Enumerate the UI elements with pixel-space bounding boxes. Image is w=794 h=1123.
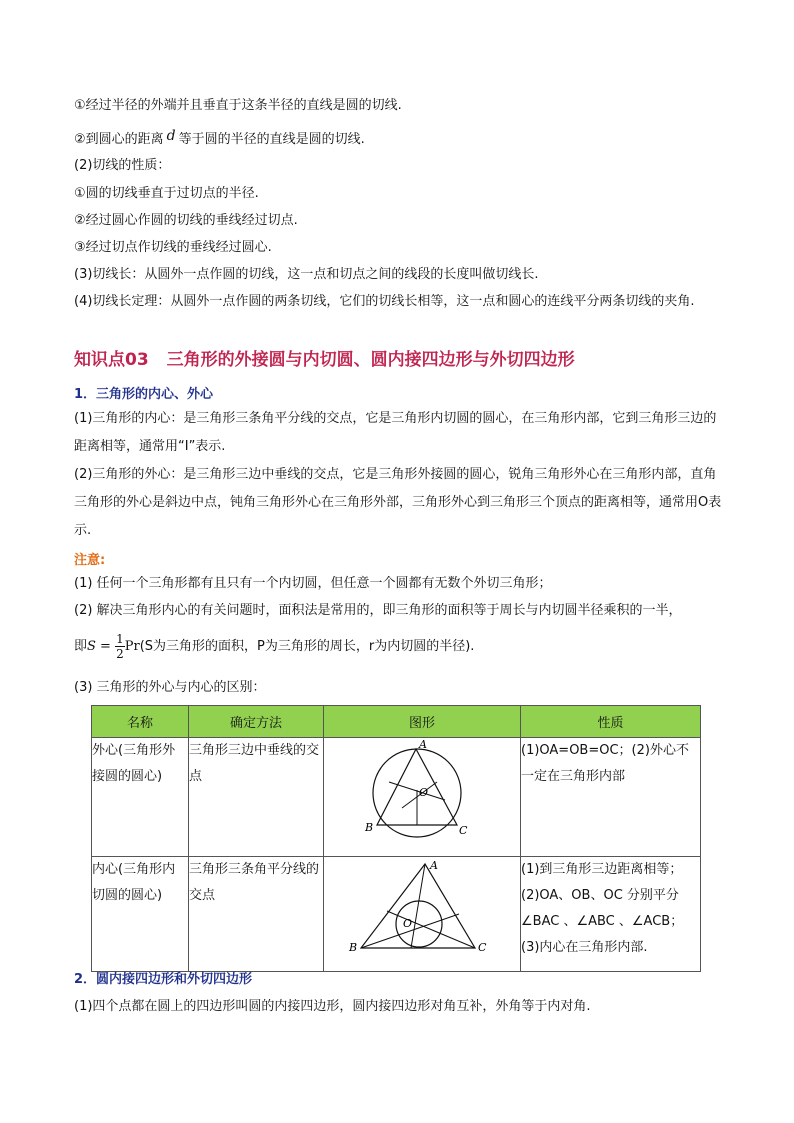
circumcircle-figure [324,738,521,857]
table-header: 名称 [92,706,189,738]
table-cell-name: 外心(三角形外接圆的圆心) [92,738,189,857]
inscribed-quadrilateral-definition: (1)四个点都在圆上的四边形叫圆的内接四边形，圆内接四边形对角互补，外角等于内对角. [74,999,591,1014]
formula-rhs: Pr [124,639,140,654]
table-cell-method: 三角形三边中垂线的交点 [189,738,324,857]
circumcenter-definition: (2)三角形的外心：是三角形三边中垂线的交点，它是三角形外接圆的圆心，锐角三角形外心在三角形内部，直角三角形的外心是斜边中点，钝角三角形外心在三角形外部，三角形外心到三角形三个顶点的距离相等，通常用O表示. [74,467,722,538]
circumcircle-diagram [357,738,487,846]
tangent-property-2: ②经过圆心作圆的切线的垂线经过切点. [74,213,298,228]
table-cell-method: 三角形三条角平分线的交点 [189,857,324,972]
note-2-formula-line: 即S = $\frac{1}{2}$ Pr(S为三角形的面积，P为三角形的周长，r为内切圆的半径). [74,632,475,661]
tangent-properties-heading: (2)切线的性质： [74,158,171,173]
tangent-length-definition: (3)切线长：从圆外一点作圆的切线，这一点和切点之间的线段的长度叫做切线长. [74,267,539,282]
vertex-label-c: C [459,824,468,837]
section1-title: 1．三角形的内心、外心 [74,387,214,402]
note-2: (2) 解决三角形内心的有关问题时，面积法是常用的，即三角形的面积等于周长与内切圆半径乘积的一半， [74,603,682,618]
tangent-property-1: ①圆的切线垂直于过切点的半径. [74,186,259,201]
center-comparison-table [91,705,701,972]
incircle-diagram [347,859,497,959]
table-header: 性质 [521,706,701,738]
table-cell-name: 内心(三角形内切圆的圆心) [92,857,189,972]
center-label-o: O [403,917,413,930]
note-1: (1) 任何一个三角形都有且只有一个内切圆，但任意一个圆都有无数个外切三角形； [74,576,552,591]
tangent-criterion-1: ①经过半径的外端并且垂直于这条半径的直线是圆的切线. [74,98,402,113]
formula-lhs: S = [87,639,111,654]
tangent-criterion-2: ②到圆心的距离 d 等于圆的半径的直线是圆的切线. [74,128,365,147]
section2-title: 2．圆内接四边形和外切四边形 [74,972,253,987]
center-label-o: O [419,786,429,799]
vertex-label-a: A [419,738,427,751]
note-label: 注意: [74,553,106,568]
tangent-property-3: ③经过切点作切线的垂线经过圆心. [74,240,272,255]
vertex-label-c: C [478,941,487,954]
table-cell-property: (1)OA=OB=OC；(2)外心不一定在三角形内部 [521,738,701,857]
table-header: 图形 [324,706,521,738]
formula-fraction: $\frac{1}{2}$ [116,632,124,661]
vertex-label-b: B [349,941,358,954]
incircle-figure [324,857,521,972]
table-row [92,738,701,857]
vertex-label-b: B [365,821,374,834]
table-header: 确定方法 [189,706,324,738]
table-row [92,857,701,972]
tangent-length-theorem: (4)切线长定理：从圆外一点作圆的两条切线，它们的切线长相等，这一点和圆心的连线平分两条切线的夹角. [74,294,695,309]
vertex-label-a: A [430,859,438,872]
note-3: (3) 三角形的外心与内心的区别： [74,680,266,695]
table-cell-property: (1)到三角形三边距离相等； (2)OA、OB、OC 分别平分 ∠BAC 、∠ABC 、∠ACB； (3)内心在三角形内部. [521,857,701,972]
knowledge-point-number: 知识点03 [74,350,149,370]
knowledge-point-title: 三角形的外接圆与内切圆、圆内接四边形与外切四边形 [166,350,575,370]
knowledge-point-heading [74,345,575,370]
table-header-row [92,706,701,738]
incenter-definition: (1)三角形的内心：是三角形三条角平分线的交点，它是三角形内切圆的圆心，在三角形内部，它到三角形三边的距离相等，通常用“I”表示. [74,411,717,454]
distance-symbol: d [166,128,176,144]
